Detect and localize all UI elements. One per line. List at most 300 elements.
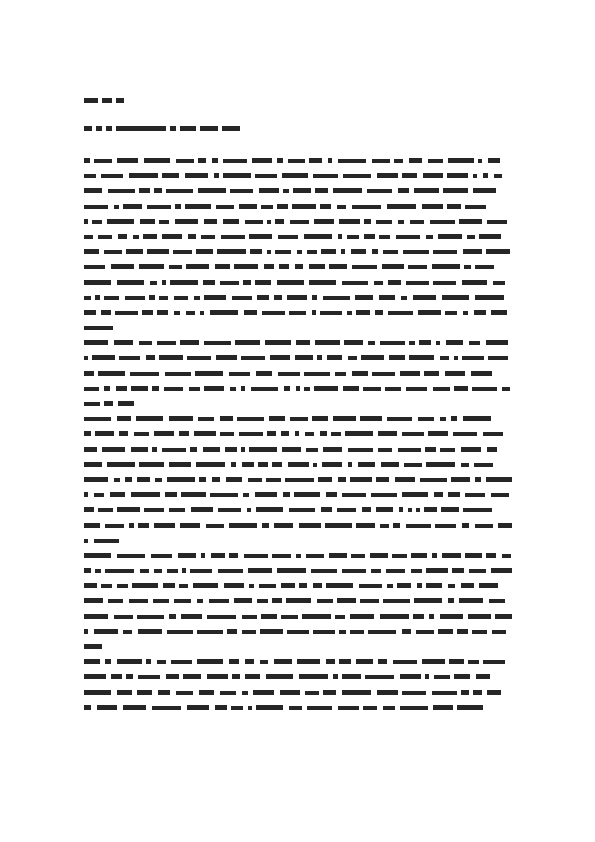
text-word [441, 507, 459, 512]
text-word [434, 492, 443, 497]
text-word [169, 265, 182, 269]
text-word [465, 205, 486, 209]
text-word [241, 447, 245, 452]
text-word [312, 295, 317, 300]
text-word [257, 599, 268, 603]
text-word [379, 295, 395, 300]
text-word [123, 705, 146, 710]
text-word [151, 554, 172, 558]
text-word [305, 432, 314, 436]
text-word [131, 447, 148, 452]
text-word [190, 569, 212, 573]
text-word [320, 431, 327, 436]
text-word [452, 568, 464, 573]
text-word [387, 204, 416, 209]
text-word [105, 524, 124, 528]
text-word [472, 387, 497, 391]
text-word [356, 523, 375, 528]
text-word [449, 659, 464, 664]
text-word [169, 614, 176, 619]
text-word [399, 507, 403, 512]
text-word [464, 265, 471, 269]
text-word [117, 584, 128, 588]
text-word [296, 554, 301, 558]
text-word [181, 492, 206, 497]
text-line [84, 264, 512, 270]
text-word [129, 599, 148, 603]
text-word [84, 158, 90, 163]
text-word [398, 448, 421, 452]
text-word [114, 615, 133, 619]
text-line [84, 492, 512, 498]
text-word [226, 477, 242, 482]
text-word [110, 492, 125, 497]
text-word [239, 432, 263, 436]
text-word [118, 234, 127, 239]
text-word [402, 492, 428, 497]
text-word [438, 629, 453, 634]
text-word [457, 705, 483, 710]
text-word [459, 598, 483, 603]
text-word [215, 264, 230, 269]
text-word [398, 220, 404, 224]
text-word [476, 674, 490, 679]
text-word [440, 356, 449, 360]
text-word [350, 630, 364, 634]
text-word [201, 235, 215, 239]
text-word [294, 492, 320, 497]
text-word [351, 249, 366, 254]
text-word [84, 659, 100, 664]
text-word [261, 205, 273, 209]
text-word [387, 584, 393, 588]
text-word [426, 462, 455, 467]
text-word [123, 630, 132, 634]
text-word [461, 447, 481, 452]
text-word [84, 310, 96, 315]
text-word [119, 431, 128, 436]
text-word [445, 371, 465, 376]
text-word [307, 250, 317, 254]
text-word [274, 659, 292, 664]
text-word [245, 659, 254, 664]
text-word [171, 660, 192, 664]
text-word [337, 598, 356, 603]
text-word [426, 568, 448, 573]
text-word [210, 493, 238, 497]
text-word [376, 477, 389, 482]
text-word [494, 174, 502, 178]
text-word [323, 296, 350, 300]
text-word [197, 630, 223, 634]
text-word [210, 310, 238, 315]
text-word [108, 189, 135, 193]
text-word [280, 690, 300, 695]
text-line [84, 629, 512, 635]
text-word [382, 264, 404, 269]
text-word [409, 341, 415, 345]
text-word [326, 659, 335, 664]
text-line [84, 325, 512, 331]
text-word [297, 250, 302, 254]
text-word [212, 158, 218, 163]
text-word [262, 523, 269, 528]
text-word [459, 219, 482, 224]
text-word [312, 416, 328, 421]
text-word [253, 690, 274, 695]
text-word [471, 371, 492, 376]
text-line [84, 447, 512, 453]
text-word [104, 296, 119, 300]
text-word [400, 706, 428, 710]
text-word [287, 295, 307, 300]
text-word [84, 492, 88, 497]
text-word [159, 296, 168, 300]
text-word [169, 462, 191, 467]
text-word [144, 158, 170, 163]
text-word [425, 447, 436, 452]
text-word [217, 249, 246, 254]
text-word [299, 674, 328, 679]
text-word [378, 448, 392, 452]
text-word [288, 159, 305, 163]
text-word [255, 174, 277, 178]
text-word [218, 569, 243, 573]
text-word [139, 188, 150, 193]
text-word [475, 295, 504, 300]
text-word [420, 478, 447, 482]
document-subheader [84, 126, 254, 136]
text-word [84, 644, 102, 649]
text-word [84, 174, 96, 178]
text-word [104, 401, 113, 406]
text-word [333, 416, 356, 421]
text-word [176, 691, 193, 695]
text-word [312, 310, 316, 315]
text-word [116, 386, 127, 391]
text-word [147, 205, 171, 209]
text-word [147, 249, 169, 254]
text-word [394, 159, 403, 163]
text-word [227, 629, 237, 634]
text-word [223, 159, 247, 163]
text-word [84, 507, 94, 512]
text-word [250, 249, 262, 254]
text-word [328, 158, 332, 163]
text-word [377, 173, 398, 178]
text-word [432, 264, 460, 269]
text-word [259, 188, 279, 193]
text-word [102, 447, 125, 452]
text-word [314, 386, 338, 391]
document-header [84, 98, 144, 108]
paragraph [84, 340, 512, 407]
text-word [104, 250, 122, 254]
text-word [438, 234, 462, 239]
text-word [342, 674, 361, 679]
text-word [442, 295, 469, 300]
text-word [422, 659, 445, 664]
text-word [433, 281, 456, 285]
text-line [84, 219, 512, 225]
text-word [406, 524, 431, 528]
text-word [345, 431, 373, 436]
text-word [84, 447, 97, 452]
text-word [279, 264, 289, 269]
text-word [140, 569, 149, 573]
text-word [381, 462, 399, 467]
text-word [111, 264, 134, 269]
text-word [393, 523, 400, 528]
text-word [465, 493, 485, 497]
text-word [84, 205, 108, 209]
text-word [255, 492, 277, 497]
text-word [220, 432, 234, 436]
text-word [248, 568, 272, 573]
text-word [311, 569, 337, 573]
text-word [426, 235, 433, 239]
text-word [305, 691, 319, 695]
text-word [84, 705, 91, 710]
text-word [134, 432, 149, 436]
text-word [442, 553, 461, 558]
text-word [380, 614, 409, 619]
text-word [367, 189, 392, 193]
text-word [404, 463, 422, 467]
text-word [98, 508, 113, 512]
text-word [409, 355, 434, 360]
text-line [84, 553, 512, 559]
text-word [402, 691, 426, 695]
subheader-word [180, 126, 196, 131]
text-word [281, 583, 295, 588]
text-word [242, 630, 256, 634]
text-word [266, 478, 281, 482]
text-word [383, 706, 395, 710]
text-word [341, 249, 345, 254]
text-word [454, 386, 468, 391]
text-word [370, 553, 388, 558]
text-word [288, 462, 309, 467]
text-word [198, 417, 214, 421]
text-word [348, 448, 373, 452]
text-word [84, 356, 88, 360]
text-word [403, 250, 429, 254]
text-word [479, 583, 498, 588]
text-word [410, 220, 424, 224]
text-word [428, 159, 443, 163]
text-word [283, 492, 290, 497]
text-word [181, 614, 202, 619]
text-word [304, 387, 310, 391]
text-word [98, 235, 112, 239]
text-word [190, 447, 197, 452]
text-word [408, 508, 412, 512]
text-word [486, 477, 512, 482]
text-word [338, 159, 366, 163]
text-word [347, 311, 352, 315]
text-word [245, 220, 263, 224]
text-word [408, 265, 427, 269]
text-word [231, 706, 243, 710]
text-word [101, 174, 123, 178]
text-word [270, 355, 290, 360]
text-line [84, 340, 512, 346]
text-word [389, 355, 405, 360]
text-line [84, 401, 512, 407]
text-word [142, 310, 153, 315]
text-word [244, 554, 268, 558]
text-word [274, 295, 282, 300]
text-word [352, 265, 377, 269]
text-word [322, 462, 342, 467]
text-word [446, 340, 463, 345]
subheader-word [222, 126, 240, 131]
text-word [440, 448, 455, 452]
text-word [424, 507, 437, 512]
text-word [153, 599, 169, 603]
text-word [158, 690, 170, 695]
text-word [223, 173, 251, 178]
text-word [221, 235, 245, 239]
text-word [231, 462, 236, 467]
text-word [130, 372, 159, 376]
text-word [152, 447, 157, 452]
text-word [413, 614, 424, 619]
text-word [272, 598, 282, 603]
text-word [304, 234, 332, 239]
text-word [286, 598, 311, 603]
text-word [315, 340, 340, 345]
text-word [95, 295, 100, 300]
text-word [487, 690, 501, 695]
text-word [114, 205, 119, 209]
text-line [84, 690, 512, 696]
text-word [92, 220, 102, 224]
text-word [139, 462, 164, 467]
text-word [203, 447, 220, 452]
text-line [84, 431, 512, 437]
text-word [199, 690, 214, 695]
paragraph [84, 553, 512, 650]
text-word [139, 264, 164, 269]
text-word [469, 341, 480, 345]
text-word [187, 705, 209, 710]
text-word [372, 249, 378, 254]
text-word [173, 250, 192, 254]
text-word [211, 553, 225, 558]
document-body [84, 158, 512, 720]
text-word [350, 477, 372, 482]
text-word [162, 234, 182, 239]
text-line [84, 416, 512, 422]
text-line [84, 644, 512, 650]
text-word [422, 204, 443, 209]
text-word [350, 614, 374, 619]
text-word [338, 234, 342, 239]
text-word [251, 387, 278, 391]
text-word [478, 159, 482, 163]
text-word [204, 219, 217, 224]
text-word [472, 630, 487, 634]
text-word [411, 569, 422, 573]
text-word [414, 598, 442, 603]
text-word [84, 690, 111, 695]
text-word [426, 583, 442, 588]
text-word [351, 554, 365, 558]
text-word [180, 340, 199, 345]
text-word [191, 507, 213, 512]
text-word [282, 447, 301, 452]
text-word [406, 387, 427, 391]
text-word [278, 235, 298, 239]
text-word [282, 173, 308, 178]
text-word [447, 204, 461, 209]
text-word [235, 340, 260, 345]
text-word [462, 280, 487, 285]
text-word [167, 477, 195, 482]
text-word [306, 448, 318, 452]
text-word [257, 295, 269, 300]
text-word [289, 508, 315, 512]
text-word [339, 219, 360, 224]
text-word [94, 629, 118, 634]
text-word [335, 615, 345, 619]
text-word [396, 235, 420, 239]
text-word [430, 220, 455, 224]
text-word [468, 660, 479, 664]
text-word [329, 264, 347, 269]
text-word [237, 417, 264, 421]
text-word [502, 554, 511, 558]
text-word [129, 523, 134, 528]
text-word [388, 311, 413, 315]
text-word [84, 417, 111, 421]
text-word [299, 583, 307, 588]
text-word [342, 281, 368, 285]
text-word [387, 417, 412, 421]
text-word [174, 599, 191, 603]
text-word [489, 599, 505, 603]
text-word [433, 705, 453, 710]
text-word [216, 205, 234, 209]
text-line [84, 295, 512, 301]
text-word [174, 296, 188, 300]
text-word [247, 508, 251, 512]
text-word [220, 281, 239, 285]
text-word [486, 553, 496, 558]
text-word [167, 630, 193, 634]
text-word [423, 173, 443, 178]
text-word [418, 417, 434, 421]
text-word [290, 417, 308, 421]
text-word [115, 311, 138, 315]
text-word [84, 629, 88, 634]
text-word [186, 311, 195, 315]
text-word [290, 220, 309, 224]
text-line [84, 386, 512, 392]
text-word [136, 416, 163, 421]
text-word [137, 690, 152, 695]
text-word [424, 371, 439, 376]
text-word [131, 386, 148, 391]
text-word [114, 340, 133, 345]
text-word [457, 629, 468, 634]
text-word [283, 189, 289, 193]
text-word [362, 507, 371, 512]
text-word [313, 174, 338, 178]
text-word [448, 492, 460, 497]
